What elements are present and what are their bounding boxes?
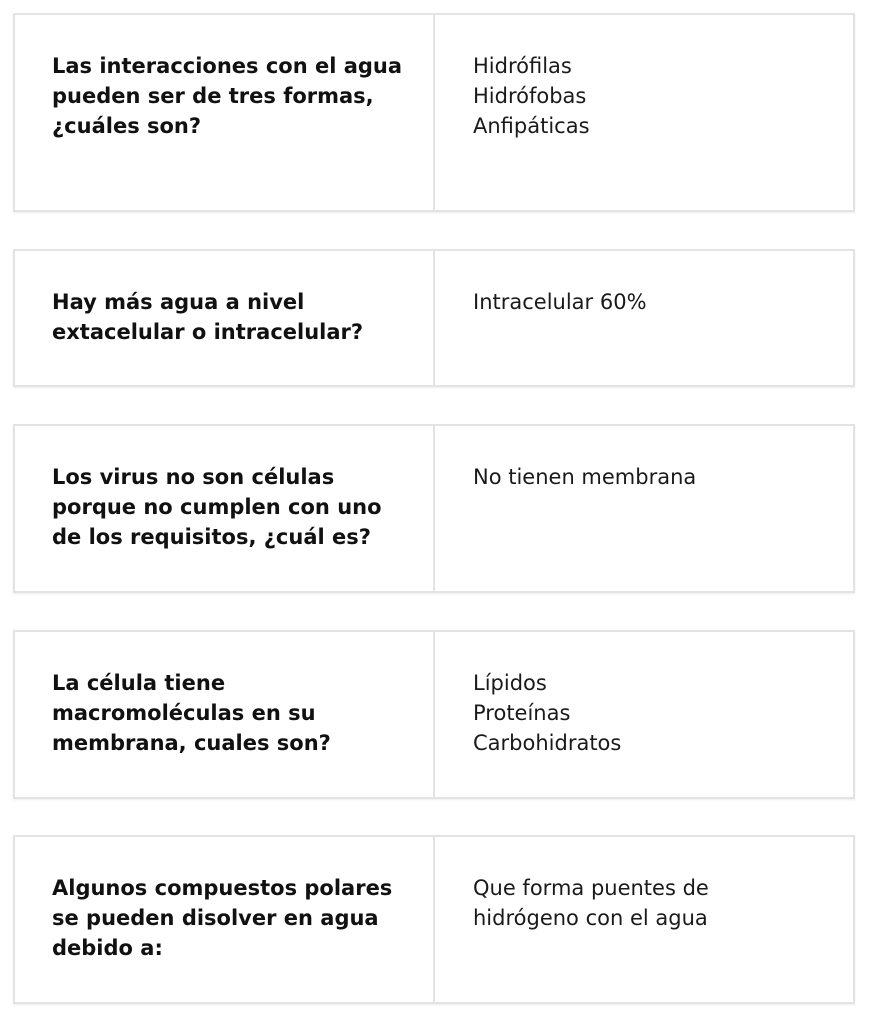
card-question	[15, 15, 435, 210]
card-question	[15, 426, 435, 591]
card-answer	[435, 15, 853, 210]
question-line: macromoléculas en su	[52, 701, 316, 725]
card-answer	[435, 632, 853, 797]
question-line: Hay más agua a nivel	[52, 290, 305, 314]
card-answer	[435, 426, 853, 591]
question-line: Los virus no son células	[52, 465, 335, 489]
card-question	[15, 632, 435, 797]
answer-line: Intracelular 60%	[473, 290, 647, 314]
question-line: La célula tiene	[52, 671, 226, 695]
question-line: de los requisitos, ¿cuál es?	[52, 525, 371, 549]
question-line: ¿cuáles son?	[52, 114, 202, 138]
question-line: pueden ser de tres formas,	[52, 84, 374, 108]
answer-line: Hidrófilas	[473, 54, 572, 78]
card-answer	[435, 837, 853, 1002]
answer-line: Lípidos	[473, 671, 547, 695]
question-line: debido a:	[52, 936, 163, 960]
question-line: se pueden disolver en agua	[52, 906, 379, 930]
answer-line: Hidrófobas	[473, 84, 587, 108]
question-line: porque no cumplen con uno	[52, 495, 382, 519]
answer-line: hidrógeno con el agua	[473, 906, 708, 930]
question-line: membrana, cuales son?	[52, 731, 331, 755]
flashcard[interactable]	[13, 835, 855, 1004]
answer-line: Carbohidratos	[473, 731, 622, 755]
question-line: extacelular o intracelular?	[52, 320, 364, 344]
card-question	[15, 251, 435, 385]
answer-line: No tienen membrana	[473, 465, 697, 489]
flashcard[interactable]	[13, 630, 855, 799]
question-line: Las interacciones con el agua	[52, 54, 403, 78]
answer-line: Que forma puentes de	[473, 876, 709, 900]
flashcard[interactable]	[13, 424, 855, 593]
answer-line: Anfipáticas	[473, 114, 590, 138]
flashcard[interactable]	[13, 249, 855, 387]
answer-line: Proteínas	[473, 701, 571, 725]
question-line: Algunos compuestos polares	[52, 876, 393, 900]
card-question	[15, 837, 435, 1002]
card-answer	[435, 251, 853, 385]
flashcard[interactable]	[13, 13, 855, 212]
